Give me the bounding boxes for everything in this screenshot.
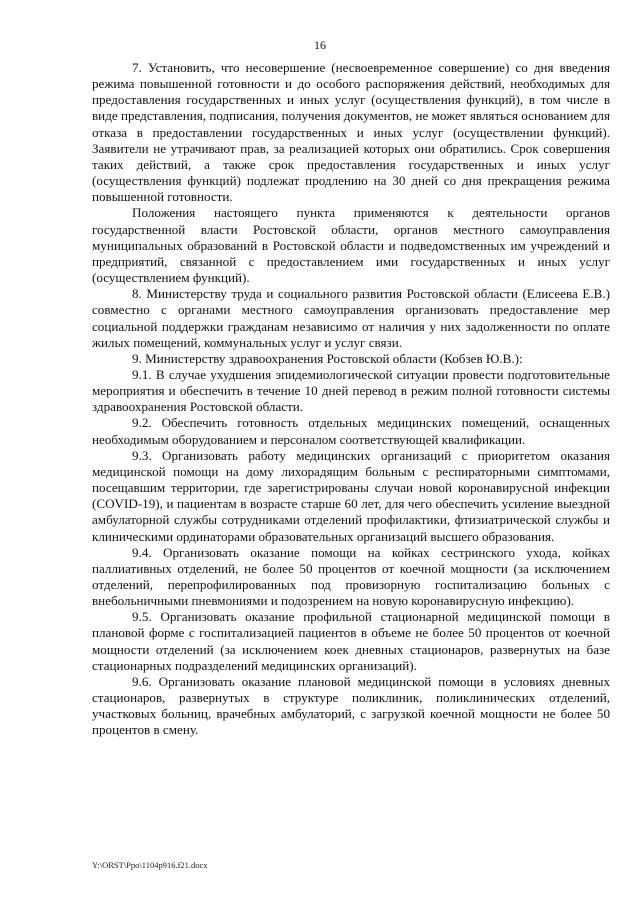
page-number: 16 <box>314 38 326 52</box>
paragraph-9-2: 9.2. Обеспечить готовность отдельных медицинских помещений, оснащенных необходимым оборудованием и персоналом соответствующей квалификации. <box>92 415 610 447</box>
paragraph-7: 7. Установить, что несовершение (несвоевременное совершение) со дня введения режима повышенной готовности и до особого распоряжения действий, необходимых для предоставления государственных и иных услуг (осуществления функций), в том числе в виде представления, подписания, получения документов, не может являться основанием для отказа в предоставлении государственных и иных услуг (осуществлении функций). Заявители не утрачивают прав, за реализацией которых они обратились. Срок совершения таких действий, а также срок предоставления государственных и иных услуг (осуществления функций) подлежат продлению на 30 дней со дня прекращения режима повышенной готовности. <box>92 60 610 205</box>
paragraph-9-4: 9.4. Организовать оказание помощи на койках сестринского ухода, койках паллиативных отделений, не более 50 процентов от коечной мощности (за исключением отделений, перепрофилированных под провизорную госпитализацию больных с внебольничными пневмониями и подозрением на новую коронавирусную инфекцию). <box>92 544 610 609</box>
paragraph-9-5: 9.5. Организовать оказание профильной стационарной медицинской помощи в плановой форме с госпитализацией пациентов в объеме не более 50 процентов от коечной мощности отделений (за исключением коек дневных стационаров, развернутых на базе стационарных подразделений медицинских организаций). <box>92 609 610 673</box>
paragraph-8: 8. Министерству труда и социального развития Ростовской области (Елисеева Е.В.) совместно с органами местного самоуправления организовать предоставление мер социальной поддержки гражданам независимо от наличия у них задолженности по оплате жилых помещений, коммунальных услуг и услуг связи. <box>92 286 610 350</box>
paragraph-7-note: Положения настоящего пункта применяются к деятельности органов государственной власти Ростовской области, органов местного самоуправления муниципальных образований в Ростовской области и подведомственных им учреждений и предприятий, связанной с предоставлением ими государственных и иных услуг (осуществлением функций). <box>92 205 610 286</box>
file-path-footer: Y:\ORST\Ppo\1104p916.f21.docx <box>92 860 208 870</box>
document-body <box>92 60 610 739</box>
paragraph-9-1: 9.1. В случае ухудшения эпидемиологической ситуации провести подготовительные мероприятия и обеспечить в течение 10 дней перевод в режим полной готовности системы здравоохранения Ростовской области. <box>92 366 610 415</box>
paragraph-9: 9. Министерству здравоохранения Ростовской области (Кобзев Ю.В.): <box>132 350 523 366</box>
paragraph-9-3: 9.3. Организовать работу медицинских организаций с приоритетом оказания медицинской помощи на дому лихорадящим больным с респираторными симптомами, посещавшим территории, где зарегистрированы случаи новой коронавирусной инфекции (COVID-19), и пациентам в возрасте старше 60 лет, для чего обеспечить усиление выездной амбулаторной службы сотрудниками отделений профилактики, фтизиатрической службы и клиническими ординаторами образовательных организаций высшего образования. <box>92 447 610 544</box>
paragraph-9-6: 9.6. Организовать оказание плановой медицинской помощи в условиях дневных стационаров, развернутых в структуре поликлиник, поликлинических отделений, участковых больниц, врачебных амбулаторий, с загрузкой коечной мощности не более 50 процентов в смену. <box>92 673 610 738</box>
